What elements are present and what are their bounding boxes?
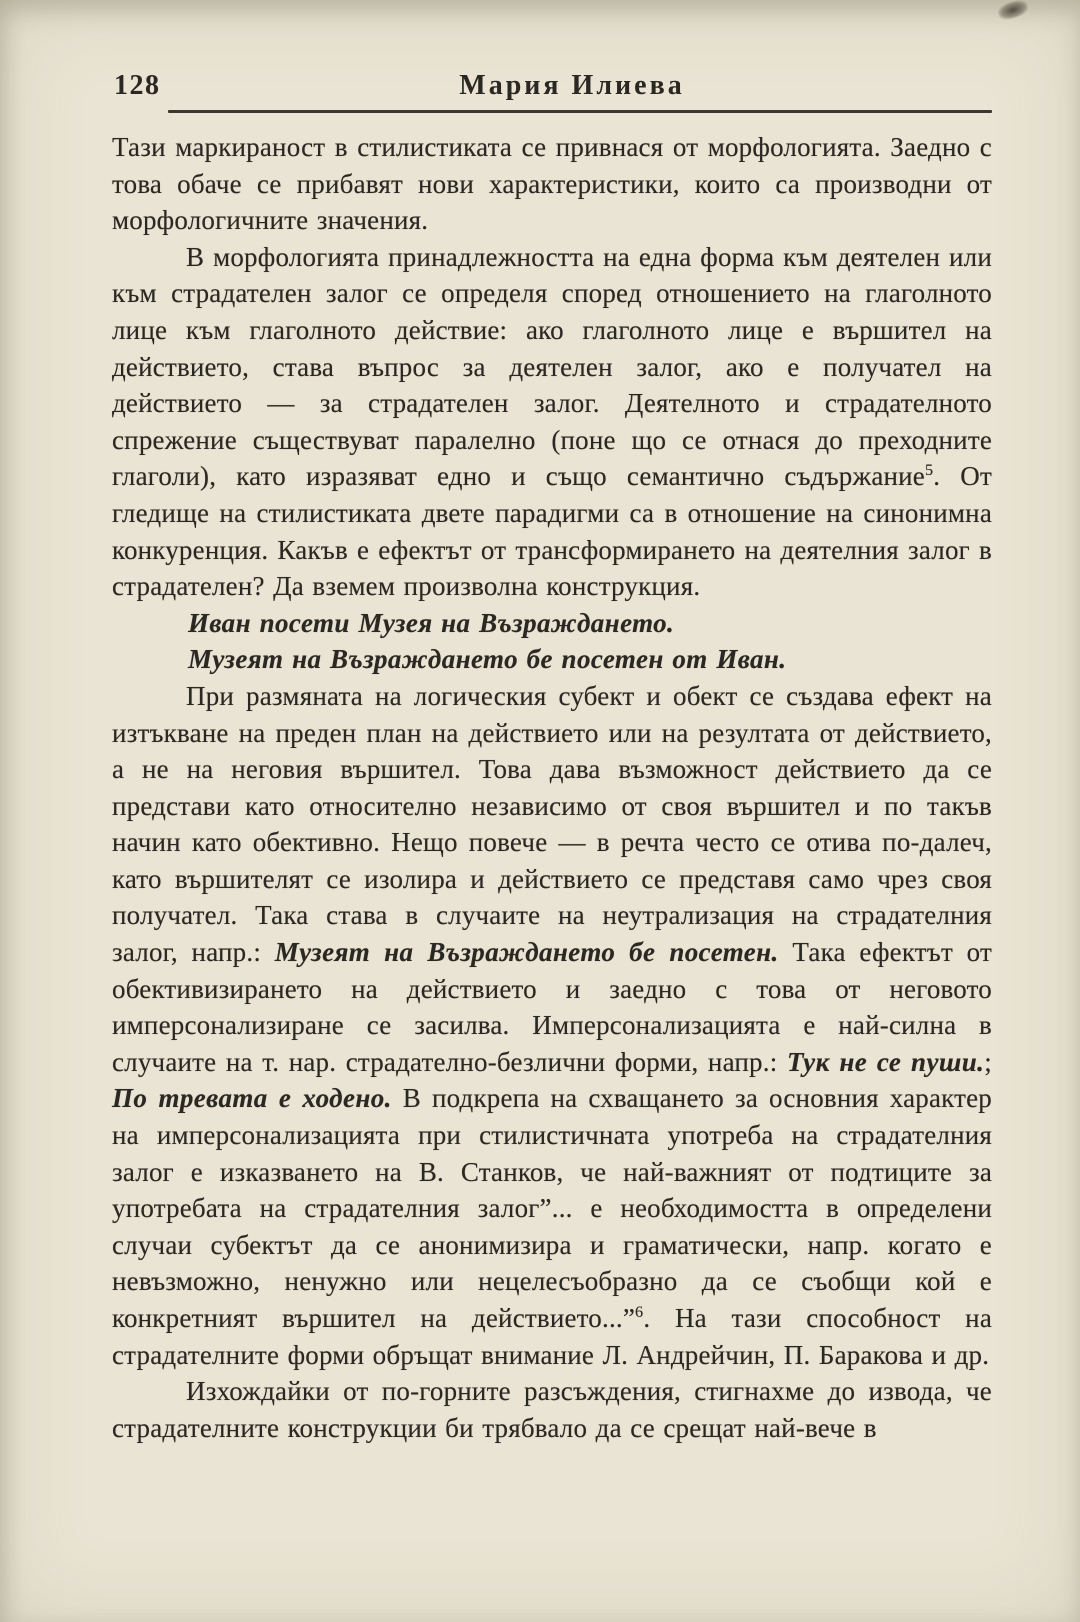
paragraph: При размяната на логическия субект и обект се създава ефект на изтъкване на преден план на действието или на резултата от действието, а не на неговия вършител. Това дава възможност действието да се представи като относително независимо от своя вършител и по такъв начин като обективно. Нещо повече — в речта често се отива по-далеч, като вършителят се изолира и действието се представя само чрез своя получател. Така става в случаите на неутрализация на страдателния залог, напр.: Музеят на Възраждането бе посетен. Така ефектът от обективизирането на действието и заедно с това от неговото имперсонализиране се засилва. Имперсонализацията е най-силна в случаите на т. нар. страдателно-безлични форми, напр.: Тук не се пуши.; По тревата е ходено. В подкрепа на схващането за основния характер на имперсонализацията при стилистичната употреба на страдателния залог е изказването на В. Станков, че най-важният от подтиците за употребата на страдателния залог”... е необходимостта в определени случаи субектът да се анонимизира и граматически, напр. когато е невъзможно, ненужно или нецелесъобразно да се съобщи кой е конкретният вършител на действието...”$^6$. На тази способност на страдателните форми обръщат внимание Л. Андрейчин, П. Баракова и др. bbox=[112, 680, 992, 1370]
paragraph: В морфологията принадлежността на една форма към деятелен или към страдателен залог се определя според отношението на глаголното лице към глаголното действие: ако глаголното лице е вършител на действието, става въпрос за деятелен залог, ако е получател на действието — за страдателен залог. Деятелното и страдателното спрежение съществуват паралелно (поне що се отнася до преходните глаголи), като изразяват едно и също семантично съдържание$^5$. От гледище на стилистиката двете парадигми са в отношение на синонимна конкуренция. Какъв е ефектът от трансформирането на деятелния залог в страдателен? Да вземем произволна конструкция. bbox=[112, 241, 992, 602]
paragraph: Изхождайки от по-горните разсъждения, стигнахме до извода, че страдателните конструкции би трябвало да се срещат най-вече в bbox=[112, 1376, 992, 1443]
page-header bbox=[112, 70, 992, 104]
example-line: Иван посети Музея на Възраждането. bbox=[188, 607, 675, 638]
example-line: Музеят на Възраждането бе посетен от Иван. bbox=[188, 644, 787, 675]
header-rule bbox=[168, 110, 992, 113]
running-title: Мария Илиева bbox=[459, 70, 685, 101]
page-number: 128 bbox=[114, 70, 161, 101]
page-body bbox=[112, 129, 992, 1446]
paragraph: Тази маркираност в стилистиката се привнася от морфологията. Заедно с това обаче се прибавят нови характеристики, които са производни от морфологичните значения. bbox=[112, 132, 992, 236]
